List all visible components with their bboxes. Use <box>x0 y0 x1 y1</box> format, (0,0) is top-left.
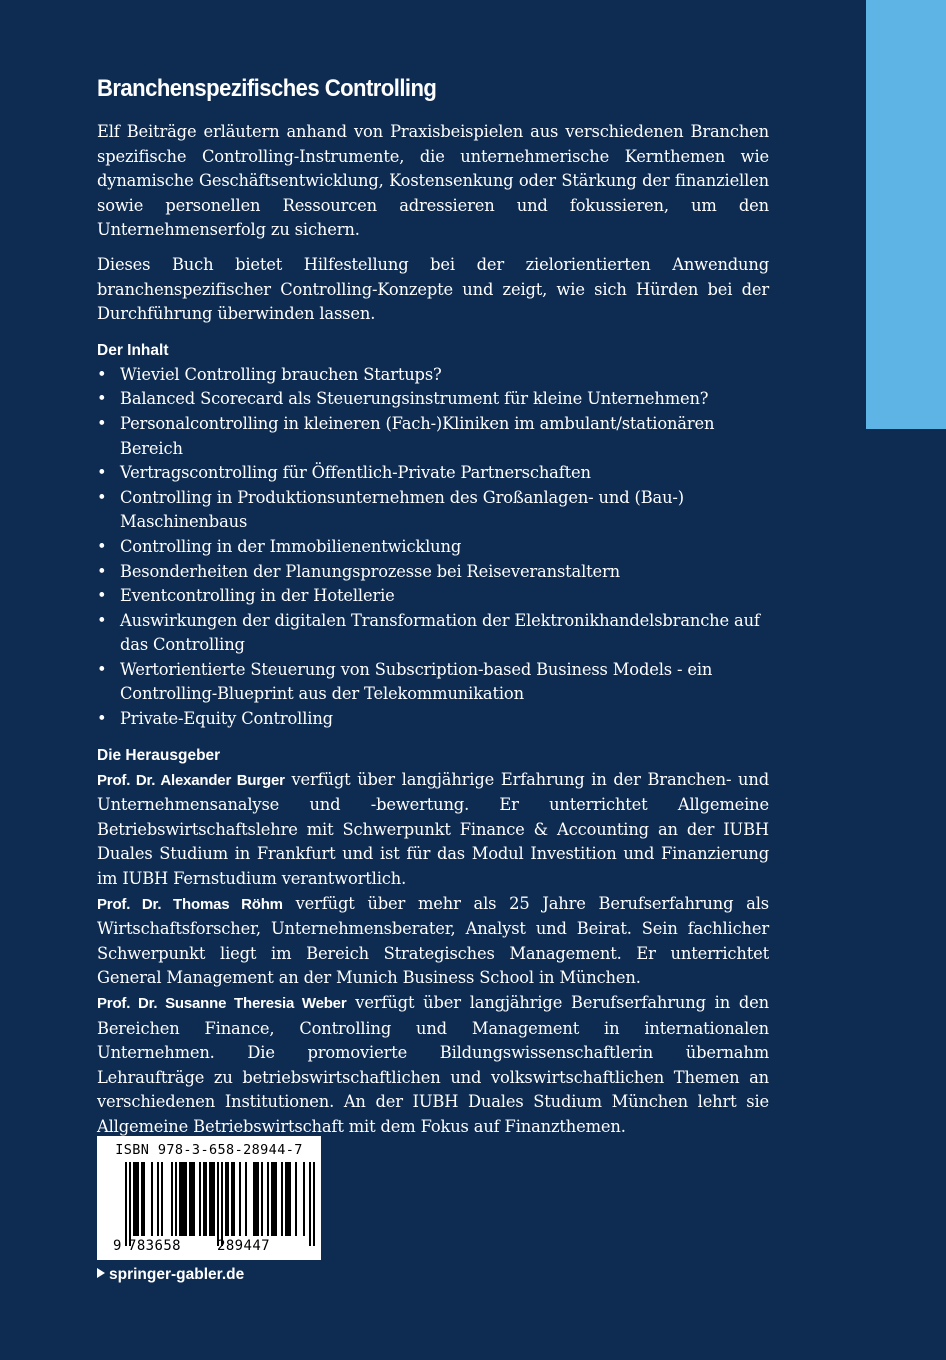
list-item-text: Besonderheiten der Planungsprozesse bei Reiseveranstaltern <box>120 561 621 581</box>
bullet-icon: • <box>97 487 107 507</box>
barcode-bar <box>285 1162 287 1236</box>
barcode-bar <box>175 1162 177 1236</box>
list-item <box>97 461 769 486</box>
list-item-text: Balanced Scorecard als Steuerungsinstrument für kleine Unternehmen? <box>120 389 709 409</box>
intro-paragraph-1: Elf Beiträge erläutern anhand von Praxisbeispielen aus verschiedenen Branchen spezifische Controlling-Instrumente, die unternehmerische Kernthemen wie dynamische Geschäftsentwicklung, Kostensenkung oder Stärkung der finanziellen sowie personellen Ressourcen adressieren und fokussieren, um den Unternehmenserfolg zu sichern. <box>97 122 769 240</box>
barcode-bar <box>135 1162 137 1236</box>
barcode-bar <box>257 1162 259 1236</box>
barcode-bar <box>151 1162 153 1236</box>
barcode-bar <box>199 1162 201 1236</box>
barcode-bar <box>273 1162 275 1236</box>
barcode-bar <box>289 1162 291 1236</box>
barcode-digits-right: 289447 <box>217 1238 270 1254</box>
intro-paragraph-2: Dieses Buch bietet Hilfestellung bei der zielorientierten Anwendung branchenspezifischer Controlling-Konzepte und zeigt, wie sich Hürden bei der Durchführung überwinden lassen. <box>97 254 769 324</box>
editor-bio-text: verfügt über langjährige Berufserfahrung in den Bereichen Finance, Controlling und Management in internationalen Unternehmen. Die promovierte Bildungswissenschaftlerin übernahm Lehraufträge zu betriebswirtschaftlichen und volkswirtschaftlichen Themen an verschiedenen Institutionen. An der IUBH Duales Studium München lehrt sie Allgemeine Betriebswirtschaft mit dem Fokus auf Finanzthemen. <box>97 993 769 1136</box>
editor-name: Prof. Dr. Thomas Röhm <box>97 895 283 913</box>
list-item-text: Eventcontrolling in der Hotellerie <box>120 586 395 606</box>
barcode-digit-prefix: 9 <box>113 1238 122 1254</box>
list-item-text: Private-Equity Controlling <box>120 709 333 729</box>
contents-heading: Der Inhalt <box>97 341 169 359</box>
barcode-guard-bar <box>125 1162 127 1246</box>
bullet-icon: • <box>97 389 107 409</box>
editor-bio-weber <box>97 991 769 1140</box>
editor-bio-burger <box>97 768 769 892</box>
publisher-website-link[interactable] <box>97 1264 244 1286</box>
barcode-bar <box>209 1162 211 1236</box>
barcode-bar <box>189 1162 191 1236</box>
barcode-bar <box>275 1162 277 1236</box>
back-cover-content <box>97 72 769 1140</box>
list-item <box>97 707 769 732</box>
isbn-barcode <box>97 1136 321 1260</box>
contents-list <box>97 363 769 732</box>
barcode-bar <box>193 1162 195 1236</box>
barcode-bar <box>231 1162 233 1236</box>
list-item <box>97 486 769 535</box>
editors-heading: Die Herausgeber <box>97 746 221 764</box>
barcode-bar <box>233 1162 235 1236</box>
bullet-icon: • <box>97 659 107 679</box>
barcode-bar <box>261 1162 263 1236</box>
bullet-icon: • <box>97 561 107 581</box>
barcode-bar <box>303 1162 305 1236</box>
isbn-label: ISBN 978-3-658-28944-7 <box>115 1142 303 1158</box>
barcode-bar <box>245 1162 247 1236</box>
editor-bio-text: verfügt über mehr als 25 Jahre Berufserfahrung als Wirtschaftsforscher, Unternehmensberater, Analyst und Beirat. Sein fachlicher Schwerpunkt liegt im Bereich Strategisches Management. Er unterrichtet General Management an der Munich Business School in München. <box>97 893 769 988</box>
barcode-bar <box>281 1162 283 1236</box>
barcode-guard-bar <box>217 1162 219 1246</box>
arrow-right-icon <box>97 1268 105 1278</box>
list-item <box>97 535 769 560</box>
barcode-digits-left: 783658 <box>128 1238 181 1254</box>
accent-strip <box>866 0 946 429</box>
list-item-text: Wieviel Controlling brauchen Startups? <box>120 364 442 384</box>
bullet-icon: • <box>97 586 107 606</box>
barcode-bar <box>213 1162 215 1236</box>
barcode-bar <box>239 1162 241 1236</box>
barcode-bar <box>181 1162 183 1236</box>
list-item-text: Vertragscontrolling für Öffentlich-Private Partnerschaften <box>120 463 591 483</box>
list-item-text: Controlling in Produktionsunternehmen des Großanlagen- und (Bau-) Maschinenbaus <box>120 487 684 532</box>
barcode-bar <box>141 1162 143 1236</box>
barcode-bar <box>137 1162 139 1236</box>
barcode-bar <box>205 1162 207 1236</box>
barcode-bar <box>295 1162 297 1236</box>
barcode-bar <box>143 1162 145 1236</box>
editor-name: Prof. Dr. Susanne Theresia Weber <box>97 995 347 1012</box>
barcode-bar <box>183 1162 185 1236</box>
bullet-icon: • <box>97 413 107 433</box>
book-title: Branchenspezifisches Controlling <box>97 75 437 102</box>
list-item-text: Controlling in der Immobilienentwicklung <box>120 536 462 556</box>
editor-name: Prof. Dr. Alexander Burger <box>97 771 285 789</box>
bullet-icon: • <box>97 364 107 384</box>
barcode-guard-bar <box>309 1162 311 1246</box>
editor-bio-roehm <box>97 892 769 991</box>
barcode-bar <box>227 1162 229 1236</box>
barcode-bar <box>161 1162 163 1236</box>
barcode-bar <box>179 1162 181 1236</box>
barcode-bar <box>203 1162 205 1236</box>
barcode-guard-bar <box>221 1162 223 1246</box>
barcode-bar <box>255 1162 257 1236</box>
bullet-icon: • <box>97 610 107 630</box>
barcode-bar <box>253 1162 255 1236</box>
barcode-bar <box>267 1162 269 1236</box>
list-item <box>97 363 769 388</box>
barcode-bar <box>211 1162 213 1236</box>
list-item-text: Auswirkungen der digitalen Transformation der Elektronikhandelsbranche auf das Controlling <box>120 610 760 655</box>
barcode-bar <box>171 1162 173 1236</box>
list-item <box>97 412 769 461</box>
barcode-bar <box>157 1162 159 1236</box>
list-item-text: Personalcontrolling in kleineren (Fach-)Kliniken im ambulant/stationären Bereich <box>120 413 715 458</box>
barcode-bar <box>225 1162 227 1236</box>
barcode-bar <box>191 1162 193 1236</box>
barcode-bar <box>271 1162 273 1236</box>
list-item <box>97 609 769 658</box>
barcode-bar <box>133 1162 135 1236</box>
bullet-icon: • <box>97 709 107 729</box>
list-item <box>97 584 769 609</box>
barcode-guard-bar <box>313 1162 315 1246</box>
bullet-icon: • <box>97 536 107 556</box>
list-item-text: Wertorientierte Steuerung von Subscription-based Business Models - ein Controlling-Blueprint aus der Telekommunikation <box>120 659 713 704</box>
barcode-bar <box>287 1162 289 1236</box>
list-item <box>97 658 769 707</box>
publisher-website-text: springer-gabler.de <box>109 1266 245 1283</box>
bullet-icon: • <box>97 463 107 483</box>
list-item <box>97 387 769 412</box>
list-item <box>97 560 769 585</box>
barcode-bar <box>185 1162 187 1236</box>
barcode-guard-bar <box>129 1162 131 1246</box>
editor-bio-text: verfügt über langjährige Erfahrung in der Branchen- und Unternehmensanalyse und -bewertung. Er unterrichtet Allgemeine Betriebswirtschaftslehre mit Schwerpunkt Finance & Accounting an der IUBH Duales Studium in Frankfurt und ist für das Modul Investition und Finanzierung im IUBH Fernstudium verantwortlich. <box>97 769 769 889</box>
